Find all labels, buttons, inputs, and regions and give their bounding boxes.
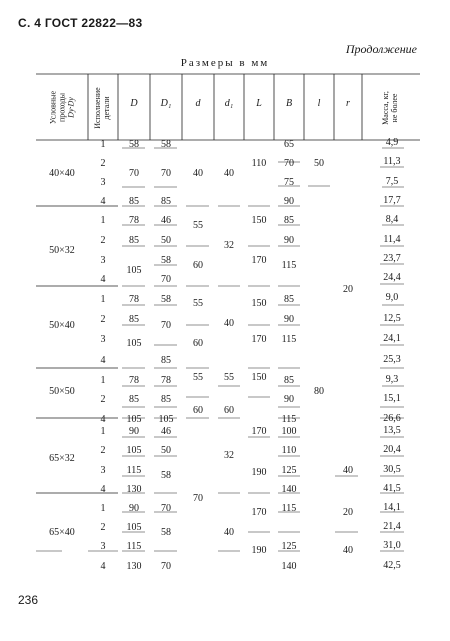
version-cell: 2	[100, 158, 106, 169]
D-cell: 78	[129, 294, 139, 305]
mass-cell: 9,3	[385, 374, 399, 385]
B-cell: 70	[284, 158, 294, 169]
D1-cell: 50	[161, 235, 171, 246]
D1-cell: 105	[158, 414, 174, 425]
B-cell: 75	[284, 177, 294, 188]
D-cell: 105	[126, 522, 142, 533]
header-l: l	[317, 98, 321, 109]
header-d: d	[195, 98, 201, 109]
version-cell: 1	[100, 375, 106, 386]
page-number: 236	[18, 593, 39, 607]
D1-cell: 58	[161, 255, 171, 266]
mass-cell: 20,4	[383, 444, 401, 455]
version-cell: 3	[100, 465, 106, 476]
D-cell: 105	[126, 414, 142, 425]
B-cell: 140	[281, 561, 297, 572]
D-cell: 105	[126, 445, 142, 456]
D-cell: 115	[126, 541, 142, 552]
L-cell: 170	[251, 426, 267, 437]
B-cell: 115	[281, 414, 297, 425]
version-cell: 1	[100, 215, 106, 226]
d1-cell: 40	[224, 168, 234, 179]
D1-cell: 46	[161, 426, 171, 437]
mass-cell: 30,5	[383, 464, 401, 475]
D1-cell: 50	[161, 445, 171, 456]
version-cell: 4	[100, 355, 106, 366]
mass-cell: 26,6	[383, 413, 401, 424]
mass-cell: 14,1	[383, 502, 401, 513]
d-cell: 40	[193, 168, 203, 179]
version-cell: 1	[100, 294, 106, 305]
header-version-line-1: Исполнение	[93, 87, 102, 129]
L-cell: 190	[251, 467, 267, 478]
d1-cell: 32	[224, 450, 234, 461]
D1-cell: 58	[161, 470, 171, 481]
group-label: 50×40	[49, 320, 75, 331]
mass-cell: 25,3	[383, 354, 401, 365]
table-caption: Размеры в мм	[180, 57, 270, 69]
d-cell: 55	[193, 372, 203, 383]
D1-cell: 70	[161, 274, 171, 285]
header-L: L	[256, 98, 262, 109]
D1-cell: 58	[161, 139, 171, 150]
D1-cell: 78	[161, 375, 171, 386]
L-cell: 190	[251, 545, 267, 556]
B-cell: 90	[284, 235, 294, 246]
L-cell: 150	[251, 298, 267, 309]
L-cell: 150	[251, 215, 267, 226]
D1-cell: 85	[161, 355, 171, 366]
d1-cell: 60	[224, 405, 234, 416]
group-label: 50×50	[49, 386, 75, 397]
version-cell: 1	[100, 139, 106, 150]
header-version-line-2: детали	[102, 96, 111, 120]
mass-cell: 12,5	[383, 313, 401, 324]
mass-cell: 9,0	[385, 292, 399, 303]
D-cell: 78	[129, 215, 139, 226]
d1-cell: 40	[224, 318, 234, 329]
d1-cell: 40	[224, 527, 234, 538]
version-cell: 4	[100, 414, 106, 425]
D-cell: 85	[129, 394, 139, 405]
B-cell: 140	[281, 484, 297, 495]
B-cell: 65	[284, 139, 294, 150]
mass-cell: 7,5	[385, 176, 399, 187]
D-cell: 90	[129, 503, 139, 514]
D1-cell: 58	[161, 294, 171, 305]
D-cell: 90	[129, 426, 139, 437]
continuation-label: Продолжение	[345, 42, 417, 56]
d1-cell: 55	[224, 372, 234, 383]
D-cell: 78	[129, 375, 139, 386]
D-cell: 115	[126, 465, 142, 476]
D-cell: 85	[129, 314, 139, 325]
version-cell: 4	[100, 484, 106, 495]
B-cell: 100	[281, 426, 297, 437]
header-D1: D₁	[160, 98, 172, 109]
version-cell: 2	[100, 235, 106, 246]
d-cell: 60	[193, 405, 203, 416]
B-cell: 115	[281, 503, 297, 514]
mass-cell: 13,5	[383, 425, 401, 436]
D1-cell: 46	[161, 215, 171, 226]
page-header: С. 4 ГОСТ 22822—83	[18, 16, 143, 30]
group-label: 40×40	[49, 168, 75, 179]
header-nominal-line-1: Условные	[48, 90, 58, 125]
header-nominal-line-3: Dу·Dу	[66, 97, 76, 118]
version-cell: 1	[100, 503, 106, 514]
version-cell: 2	[100, 445, 106, 456]
l-cell: 50	[314, 158, 324, 169]
D1-cell: 70	[161, 168, 171, 179]
header-r: r	[346, 98, 350, 109]
r-cell: 20	[343, 284, 353, 295]
mass-cell: 24,4	[383, 272, 401, 283]
d-cell: 55	[193, 298, 203, 309]
version-cell: 4	[100, 196, 106, 207]
D1-cell: 70	[161, 503, 171, 514]
B-cell: 85	[284, 215, 294, 226]
mass-cell: 42,5	[383, 560, 401, 571]
B-cell: 85	[284, 294, 294, 305]
d-cell: 60	[193, 260, 203, 271]
header-B: B	[285, 98, 293, 109]
B-cell: 115	[281, 334, 297, 345]
L-cell: 170	[251, 334, 267, 345]
version-cell: 2	[100, 314, 106, 325]
B-cell: 125	[281, 465, 297, 476]
B-cell: 85	[284, 375, 294, 386]
B-cell: 115	[281, 260, 297, 271]
D-cell: 105	[126, 265, 142, 276]
header-D: D	[130, 98, 138, 109]
D-cell: 130	[126, 561, 142, 572]
mass-cell: 11,4	[383, 234, 401, 245]
B-cell: 110	[281, 445, 297, 456]
D1-cell: 70	[161, 320, 171, 331]
header-mass-line-2: не более	[390, 93, 399, 123]
D1-cell: 70	[161, 561, 171, 572]
l-cell: 80	[314, 386, 324, 397]
d-cell: 55	[193, 220, 203, 231]
version-cell: 4	[100, 274, 106, 285]
r-cell: 40	[343, 465, 353, 476]
L-cell: 150	[251, 372, 267, 383]
r-cell: 20	[343, 507, 353, 518]
header-d1: d₁	[224, 98, 234, 109]
version-cell: 3	[100, 177, 106, 188]
mass-cell: 4,9	[385, 137, 399, 148]
header-mass-line-1: Масса, кг,	[381, 91, 390, 125]
d-cell: 60	[193, 338, 203, 349]
mass-cell: 17,7	[383, 195, 401, 206]
D-cell: 85	[129, 235, 139, 246]
mass-cell: 23,7	[383, 253, 401, 264]
d1-cell: 32	[224, 240, 234, 251]
mass-cell: 31,0	[383, 540, 401, 551]
D-cell: 105	[126, 338, 142, 349]
D-cell: 85	[129, 196, 139, 207]
version-cell: 2	[100, 522, 106, 533]
group-label: 65×32	[49, 453, 75, 464]
D-cell: 58	[129, 139, 139, 150]
B-cell: 125	[281, 541, 297, 552]
version-cell: 3	[100, 541, 106, 552]
r-cell: 40	[343, 545, 353, 556]
group-label: 50×32	[49, 245, 75, 256]
header-mass	[381, 73, 401, 143]
mass-cell: 41,5	[383, 483, 401, 494]
version-cell: 2	[100, 394, 106, 405]
group-label: 65×40	[49, 527, 75, 538]
D-cell: 70	[129, 168, 139, 179]
B-cell: 90	[284, 196, 294, 207]
B-cell: 90	[284, 394, 294, 405]
D1-cell: 85	[161, 196, 171, 207]
mass-cell: 21,4	[383, 521, 401, 532]
version-cell: 4	[100, 561, 106, 572]
L-cell: 170	[251, 507, 267, 518]
mass-cell: 15,1	[383, 393, 401, 404]
mass-cell: 11,3	[383, 156, 401, 167]
version-cell: 1	[100, 426, 106, 437]
D1-cell: 85	[161, 394, 171, 405]
d-cell: 70	[193, 493, 203, 504]
mass-cell: 24,1	[383, 333, 401, 344]
D1-cell: 58	[161, 527, 171, 538]
mass-cell: 8,4	[385, 214, 399, 225]
D-cell: 130	[126, 484, 142, 495]
version-cell: 3	[100, 334, 106, 345]
version-cell: 3	[100, 255, 106, 266]
L-cell: 110	[251, 158, 267, 169]
L-cell: 170	[251, 255, 267, 266]
B-cell: 90	[284, 314, 294, 325]
header-nominal-passes	[49, 66, 76, 150]
header-nominal-line-2: проходы	[57, 93, 67, 122]
